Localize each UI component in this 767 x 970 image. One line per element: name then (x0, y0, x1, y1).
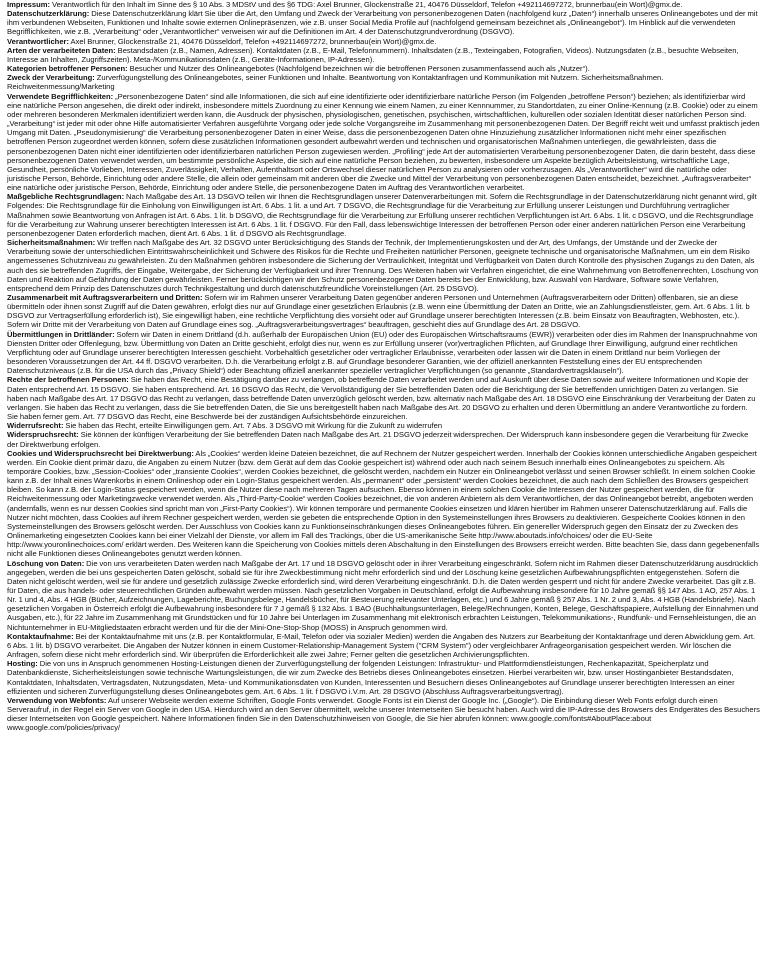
section-body: „Personenbezogene Daten“ sind alle Informationen, die sich auf eine identifizierte oder identifizierbare natürliche Person (im Folgenden „betroffene Person“) beziehen; als identifizierbar wird eine natürliche Person angesehen, die direkt oder indirekt, insbesondere mittels Zuordnung zu einer Kennung wie einem Namen, zu einer Kennnummer, zu Standortdaten, zu einer Online-Kennung (z.B. Cookie) oder zu einem oder mehreren besonderen Merkmalen identifiziert werden kann, die Ausdruck der physischen, physiologischen, genetischen, psychischen, wirtschaftlichen, kulturellen oder sozialen Identität dieser natürlichen Person sind. „Verarbeitung“ ist jeder mit oder ohne Hilfe automatisierter Verfahren ausgeführte Vorgang oder jede solche Vorgangsreihe im Zusammenhang mit personenbezogenen Daten. Der Begriff reicht weit und umfasst praktisch jeden Umgang mit Daten. „Pseudonymisierung“ die Verarbeitung personenbezogener Daten in einer Weise, dass die personenbezogenen Daten ohne Hinzuziehung zusätzlicher Informationen nicht mehr einer spezifischen betroffenen Person zugeordnet werden können, sofern diese zusätzlichen Informationen gesondert aufbewahrt werden und technischen und organisatorischen Maßnahmen unterliegen, die gewährleisten, dass die personenbezogenen Daten nicht einer identifizierten oder identifizierbaren natürlichen Person zugewiesen werden. „Profiling“ jede Art der automatisierten Verarbeitung personenbezogener Daten, die darin besteht, dass diese personenbezogenen Daten verwendet werden, um bestimmte persönliche Aspekte, die sich auf eine natürliche Person beziehen, zu bewerten, insbesondere um Aspekte bezüglich Arbeitsleistung, wirtschaftliche Lage, Gesundheit, persönliche Vorlieben, Interessen, Zuverlässigkeit, Verhalten, Aufenthaltsort oder Ortswechsel dieser natürlichen Person zu analysieren oder vorherzusagen. Als „Verantwortlicher“ wird die natürliche oder juristische Person, Behörde, Einrichtung oder andere Stelle, die allein oder gemeinsam mit anderen über die Zwecke und Mittel der Verarbeitung von personenbezogenen Daten entscheidet, bezeichnet. „Auftragsverarbeiter“ eine natürliche oder juristische Person, Behörde, Einrichtung oder andere Stelle, die personenbezogene Daten im Auftrag des Verantwortlichen verarbeitet. (7, 91, 760, 193)
section-title: Maßgebliche Rechtsgrundlagen: (7, 192, 125, 202)
section-rechte-betroffener (7, 375, 760, 421)
section-drittlaender (7, 330, 760, 376)
section-body: Auf unserer Webseite werden externe Schriften, Google Fonts verwendet. Google Fonts ist ein Dienst der Google Inc. („Google“). Die Einbindung dieser Web Fonts erfolgt durch einen Serveraufruf, in der Regel ein Server von Google in den USA. Hierdurch wird an den Server übermittelt, welche unserer Internetseiten Sie besucht haben. Auch wird die IP-Adresse des Browsers des Endgerätes des Besuchers dieser Internetseiten von Google gespeichert. Nähere Informationen finden Sie in den Datenschutzhinweisen von Google, die Sie hier abrufen können: www.google.com/fonts#AboutPlace:about www.google.com/policies/privacy/ (7, 695, 760, 733)
section-sicherheitsmassnahmen (7, 238, 760, 293)
section-title: Verwendung von Webfonts: (7, 695, 107, 705)
section-title: Verwendete Begrifflichkeiten: (7, 91, 114, 101)
section-impressum (7, 0, 760, 9)
section-title: Kategorien betroffener Personen: (7, 64, 128, 74)
section-body: Sie haben das Recht, eine Bestätigung darüber zu verlangen, ob betreffende Daten verarbeitet werden und auf Auskunft über diese Daten sowie auf weitere Informationen und Kopie der Daten entsprechend Art. 15 DSGVO. Sie haben entsprechend. Art. 16 DSGVO das Recht, die Vervollständigung der Sie betreffenden Daten oder die Berichtigung der Sie betreffenden unrichtigen Daten zu verlangen. Sie haben nach Maßgabe des Art. 17 DSGVO das Recht zu verlangen, dass betreffende Daten unverzüglich gelöscht werden, bzw. alternativ nach Maßgabe des Art. 18 DSGVO eine Einschränkung der Verarbeitung der Daten zu verlangen. Sie haben das Recht zu verlangen, dass die Sie betreffenden Daten, die Sie uns bereitgestellt haben nach Maßgabe des Art. 20 DSGVO zu erhalten und deren Übermittlung an andere Verantwortliche zu fordern. Sie haben ferner gem. Art. 77 DSGVO das Recht, eine Beschwerde bei der zuständigen Aufsichtsbehörde einzureichen. (7, 375, 756, 422)
section-title: Arten der verarbeiteten Daten: (7, 45, 116, 55)
section-begrifflichkeiten (7, 92, 760, 193)
section-datenschutzerklaerung (7, 9, 760, 36)
section-title: Datenschutzerklärung: (7, 9, 90, 19)
section-kategorien (7, 64, 760, 73)
section-body: Diese Datenschutzerklärung klärt Sie über die Art, den Umfang und Zweck der Verarbeitung von personenbezogenen Daten (nachfolgend kurz „Daten“) innerhalb unseres Onlineangebotes und der mit ihm verbundenen Webseiten, Funktionen und Inhalte sowie externen Onlinepräsenzen, wie z.B. unser Social Media Profile auf (nachfolgend gemeinsam bezeichnet als „Onlineangebot“). Im Hinblick auf die verwendeten Begrifflichkeiten, wie z.B. „Verarbeitung“ oder „Verantwortlicher“ verweisen wir auf die Definitionen im Art. 4 der Datenschutzgrundverordnung (DSGVO). (7, 9, 758, 37)
section-title: Cookies und Widerspruchsrecht bei Direktwerbung: (7, 448, 194, 458)
section-title: Impressum: (7, 0, 51, 9)
section-body: Die von uns in Anspruch genommenen Hosting-Leistungen dienen der Zurverfügungstellung der folgenden Leistungen: Infrastruktur- und Plattformdienstleistungen, Rechenkapazität, Speicherplatz und Datenbankdienste, Sicherheitsleistungen sowie technische Wartungsleistungen, die wir zum Zwecke des Betriebs dieses Onlineangebotes einsetzen. Hierbei verarbeiten wir, bzw. unser Hostinganbieter Bestandsdaten, Kontaktdaten, Inhaltsdaten, Vertragsdaten, Nutzungsdaten, Meta- und Kommunikationsdaten von Kunden, Interessenten und Besuchern dieses Onlineangebotes auf Grundlage unserer berechtigten Interessen an einer effizienten und sicheren Zurverfügungstellung dieses Onlineangebotes gem. Art. 6 Abs. 1 lit. f DSGVO i.V.m. Art. 28 DSGVO (Abschluss Auftragsverarbeitungsvertrag). (7, 659, 735, 696)
section-title: Verantwortlicher: (7, 36, 70, 46)
section-webfonts (7, 696, 760, 733)
section-body: Zurverfügungstellung des Onlineangebotes, seiner Funktionen und Inhalte. Beantwortung von Kontaktanfragen und Kommunikation mit Nutzern. Sicherheitsmaßnahmen. Reichweitenmessung/Marketing (7, 73, 664, 92)
section-title: Übermittlungen in Drittländer: (7, 329, 115, 339)
section-zweck (7, 73, 760, 91)
section-title: Widerrufsrecht: (7, 421, 64, 431)
section-body: Sie haben das Recht, erteilte Einwilligungen gem. Art. 7 Abs. 3 DSGVO mit Wirkung für die Zukunft zu widerrufen (65, 421, 443, 431)
section-body: Sie können der künftigen Verarbeitung der Sie betreffenden Daten nach Maßgabe des Art. 21 DSGVO jederzeit widersprechen. Der Widerspruch kann insbesondere gegen die Verarbeitung für Zwecke der Direktwerbung erfolgen. (7, 430, 749, 449)
section-arten-der-daten (7, 46, 760, 64)
section-body: Sofern wir Daten in einem Drittland (d.h. außerhalb der Europäischen Union (EU) oder des Europäischen Wirtschaftsraums (EWR)) verarbeiten oder dies im Rahmen der Inanspruchnahme von Diensten Dritter oder Offenlegung, bzw. Übermittlung von Daten an Dritte geschieht, erfolgt dies nur, wenn es zur Erfüllung unserer (vor)vertraglichen Pflichten, auf Grundlage Ihrer Einwilligung, aufgrund einer rechtlichen Verpflichtung oder auf Grundlage unserer berechtigten Interessen geschieht. Vorbehaltlich gesetzlicher oder vertraglicher Erlaubnisse, verarbeiten oder lassen wir die Daten in einem Drittland nur beim Vorliegen der besonderen Voraussetzungen der Art. 44 ff. DSGVO verarbeiten. D.h. die Verarbeitung erfolgt z.B. auf Grundlage besonderer Garantien, wie der offiziell anerkannten Feststellung eines der EU entsprechenden Datenschutzniveaus (z.B. für die USA durch das „Privacy Shield“) oder Beachtung offiziell anerkannter spezieller vertraglicher Verpflichtungen (so genannte „Standardvertragsklauseln“). (7, 329, 758, 376)
section-kontaktaufnahme (7, 632, 760, 659)
section-title: Zusammenarbeit mit Auftragsverarbeitern und Dritten: (7, 293, 203, 302)
section-title: Kontaktaufnahme: (7, 631, 74, 641)
section-title: Widerspruchsrecht: (7, 430, 79, 440)
section-title: Löschung von Daten: (7, 558, 85, 568)
section-body: Sofern wir im Rahmen unserer Verarbeitung Daten gegenüber anderen Personen und Unternehmen (Auftragsverarbeitern oder Dritten) offenbaren, sie an diese übermitteln oder ihnen sonst Zugriff auf die Daten gewähren, erfolgt dies nur auf Grundlage einer gesetzlichen Erlaubnis (z.B. wenn eine Übermittlung der Daten an Dritte, wie an Zahlungsdienstleister, gem. Art. 6 Abs. 1 lit. b DSGVO zur Vertragserfüllung erforderlich ist), Sie eingewilligt haben, eine rechtliche Verpflichtung dies vorsieht oder auf Grundlage unserer berechtigten Interessen (z.B. beim Einsatz von Beauftragten, Webhosten, etc.). Sofern wir Dritte mit der Verarbeitung von Daten auf Grundlage eines sog. „Auftragsverarbeitungsvertrages“ beauftragen, geschieht dies auf Grundlage des Art. 28 DSGVO. (7, 293, 750, 330)
section-rechtsgrundlagen (7, 192, 760, 238)
section-title: Rechte der betroffenen Personen: (7, 375, 129, 385)
section-title: Zweck der Verarbeitung: (7, 73, 95, 83)
section-loeschung (7, 559, 760, 632)
section-widerspruchsrecht (7, 430, 760, 448)
section-title: Sicherheitsmaßnahmen: (7, 238, 96, 248)
section-verantwortlicher (7, 37, 760, 46)
section-body: Bestandsdaten (z.B., Namen, Adressen). Kontaktdaten (z.B., E-Mail, Telefonnummern). Inhaltsdaten (z.B., Texteingaben, Fotografien, Videos). Nutzungsdaten (z.B., besuchte Webseiten, Interesse an Inhalten, Zugriffszeiten). Meta-/Kommunikationsdaten (z.B., Geräte-Informationen, IP-Adressen). (7, 45, 739, 64)
section-body: Nach Maßgabe des Art. 13 DSGVO teilen wir Ihnen die Rechtsgrundlagen unserer Datenverarbeitungen mit. Sofern die Rechtsgrundlage in der Datenschutzerklärung nicht genannt wird, gilt Folgendes: Die Rechtsgrundlage für die Einholung von Einwilligungen ist Art. 6 Abs. 1 lit. a und Art. 7 DSGVO, die Rechtsgrundlage für die Verarbeitung zur Erfüllung unserer Leistungen und Durchführung vertraglicher Maßnahmen sowie Beantwortung von Anfragen ist Art. 6 Abs. 1 lit. b DSGVO, die Rechtsgrundlage für die Verarbeitung zur Erfüllung unserer rechtlichen Verpflichtungen ist Art. 6 Abs. 1 lit. c DSGVO, und die Rechtsgrundlage für die Verarbeitung zur Wahrung unserer berechtigten Interessen ist Art. 6 Abs. 1 lit. f DSGVO. Für den Fall, dass lebenswichtige Interessen der betroffenen Person oder einer anderen natürlichen Person eine Verarbeitung personenbezogener Daten erforderlich machen, dient Art. 6 Abs. 1 lit. d DSGVO als Rechtsgrundlage. (7, 192, 757, 238)
section-body: Als „Cookies“ werden kleine Dateien bezeichnet, die auf Rechnern der Nutzer gespeichert werden. Innerhalb der Cookies können unterschiedliche Angaben gespeichert werden. Ein Cookie dient primär dazu, die Angaben zu einem Nutzer (bzw. dem Gerät auf dem das Cookie gespeichert ist) während oder auch nach seinem Besuch innerhalb eines Onlineangebotes zu speichern. Als temporäre Cookies, bzw. „Session-Cookies“ oder „transiente Cookies“, werden Cookies bezeichnet, die gelöscht werden, nachdem ein Nutzer ein Onlineangebot verlässt und seinen Browser schließt. In einem solchen Cookie kann z.B. der Inhalt eines Warenkorbs in einem Onlineshop oder ein Login-Status gespeichert werden. Als „permanent“ oder „persistent“ werden Cookies bezeichnet, die auch nach dem Schließen des Browsers gespeichert bleiben. So kann z.B. der Login-Status gespeichert werden, wenn die Nutzer diese nach mehreren Tagen aufsuchen. Ebenso können in einem solchen Cookie die Interessen der Nutzer gespeichert werden, die für Reichweitenmessung oder Marketingzwecke verwendet werden. Als „Third-Party-Cookie“ werden Cookies bezeichnet, die von anderen Anbietern als dem Verantwortlichen, der das Onlineangebot betreibt, angeboten werden (andernfalls, wenn es nur dessen Cookies sind spricht man von „First-Party Cookies“). Wir können temporäre und permanente Cookies einsetzen und klären hierüber im Rahmen unserer Datenschutzerklärung auf. Falls die Nutzer nicht möchten, dass Cookies auf ihrem Rechner gespeichert werden, werden sie gebeten die entsprechende Option in den Systemeinstellungen ihres Browsers zu deaktivieren. Gespeicherte Cookies können in den Systemeinstellungen des Browsers gelöscht werden. Der Ausschluss von Cookies kann zu Funktionseinschränkungen dieses Onlineangebotes führen. Ein genereller Widerspruch gegen den Einsatz der zu Zwecken des Onlinemarketing eingesetzten Cookies kann bei einer Vielzahl der Dienste, vor allem im Fall des Trackings, über die US-amerikanische Seite http://www.aboutads.info/choices/ oder die EU-Seite http://www.youronlinechoices.com/ erklärt werden. Des Weiteren kann die Speicherung von Cookies mittels deren Abschaltung in den Einstellungen des Browsers erreicht werden. Bitte beachten Sie, dass dann gegebenenfalls nicht alle Funktionen dieses Onlineangebotes genutzt werden können. (7, 448, 760, 559)
section-widerrufsrecht (7, 421, 760, 430)
section-body: Besucher und Nutzer des Onlineangebotes (Nachfolgend bezeichnen wir die betroffenen Personen zusammenfassend auch als „Nutzer“). (129, 64, 590, 74)
section-body: Wir treffen nach Maßgabe des Art. 32 DSGVO unter Berücksichtigung des Stands der Technik, der Implementierungskosten und der Art, des Umfangs, der Umstände und der Zwecke der Verarbeitung sowie der unterschiedlichen Eintrittswahrscheinlichkeit und Schwere des Risikos für die Rechte und Freiheiten natürlicher Personen, geeignete technische und organisatorische Maßnahmen, um ein dem Risiko angemessenes Schutzniveau zu gewährleisten. Zu den Maßnahmen gehören insbesondere die Sicherung der Vertraulichkeit, Integrität und Verfügbarkeit von Daten durch Kontrolle des physischen Zugangs zu den Daten, als auch des sie betreffenden Zugriffs, der Eingabe, Weitergabe, der Sicherung der Verfügbarkeit und ihrer Trennung. Des Weiteren haben wir Verfahren eingerichtet, die eine Wahrnehmung von Betroffenenrechten, Löschung von Daten und Reaktion auf Gefährdung der Daten gewährleisten. Ferner berücksichtigen wir den Schutz personenbezogener Daten bereits bei der Entwicklung, bzw. Auswahl von Hardware, Software sowie Verfahren, entsprechend dem Prinzip des Datenschutzes durch Technikgestaltung und durch datenschutzfreundliche Voreinstellungen (Art. 25 DSGVO). (7, 238, 759, 293)
section-title: Hosting: (7, 659, 38, 669)
section-body: Bei der Kontaktaufnahme mit uns (z.B. per Kontaktformular, E-Mail, Telefon oder via sozialer Medien) werden die Angaben des Nutzers zur Bearbeitung der Kontaktanfrage und deren Abwicklung gem. Art. 6 Abs. 1 lit. b) DSGVO verarbeitet. Die Angaben der Nutzer können in einem Customer-Relationship-Management System ("CRM System") oder vergleichbarer Anfrageorganisation gespeichert werden. Wir löschen die Anfragen, sofern diese nicht mehr erforderlich sind. Wir überprüfen die Erforderlichkeit alle zwei Jahre; Ferner gelten die gesetzlichen Archivierungspflichten. (7, 631, 756, 660)
section-auftragsverarbeiter (7, 293, 760, 330)
section-body: Axel Brunner, Glockenstraße 21, 40476 Düsseldorf, Telefon +492114697272, brunnerbau(ein Wort)@gmx.de. (70, 36, 437, 46)
section-cookies (7, 449, 760, 559)
section-body: Verantwortlich für den Inhalt im Sinne des § 10 Abs. 3 MDStV und des §6 TDG: Axel Brunner, Glockenstraße 21, 40476 Düsseldorf, Telefon +492114697272, brunnerbau(ein Wort)@gmx.de. (51, 0, 683, 9)
section-hosting (7, 659, 760, 696)
section-body: Die von uns verarbeiteten Daten werden nach Maßgabe der Art. 17 und 18 DSGVO gelöscht oder in ihrer Verarbeitung eingeschränkt. Sofern nicht im Rahmen dieser Datenschutzerklärung ausdrücklich angegeben, werden die bei uns gespeicherten Daten gelöscht, sobald sie für ihre Zweckbestimmung nicht mehr erforderlich sind und der Löschung keine gesetzlichen Aufbewahrungspflichten entgegenstehen. Sofern die Daten nicht gelöscht werden, weil sie für andere und gesetzlich zulässige Zwecke erforderlich sind, wird deren Verarbeitung eingeschränkt. D.h. die Daten werden gesperrt und nicht für andere Zwecke verarbeitet. Das gilt z.B. für Daten, die aus handels- oder steuerrechtlichen Gründen aufbewahrt werden müssen. Nach gesetzlichen Vorgaben in Deutschland, erfolgt die Aufbewahrung insbesondere für 10 Jahre gemäß §§ 147 Abs. 1 AO, 257 Abs. 1 Nr. 1 und 4, Abs. 4 HGB (Bücher, Aufzeichnungen, Lageberichte, Buchungsbelege, Handelsbücher, für Besteuerung relevanter Unterlagen, etc.) und 6 Jahre gemäß § 257 Abs. 1 Nr. 2 und 3, Abs. 4 HGB (Handelsbriefe). Nach gesetzlichen Vorgaben in Österreich erfolgt die Aufbewahrung insbesondere für 7 J gemäß § 132 Abs. 1 BAO (Buchhaltungsunterlagen, Belege/Rechnungen, Konten, Belege, Geschäftspapiere, Aufstellung der Einnahmen und Ausgaben, etc.), für 22 Jahre im Zusammenhang mit Grundstücken und für 10 Jahre bei Unterlagen im Zusammenhang mit elektronisch erbrachten Leistungen, Telekommunikations-, Rundfunk- und Fernsehleistungen, die an Nichtunternehmer in EU-Mitgliedstaaten erbracht werden und für die der Mini-One-Stop-Shop (MOSS) in Anspruch genommen wird. (7, 558, 759, 632)
